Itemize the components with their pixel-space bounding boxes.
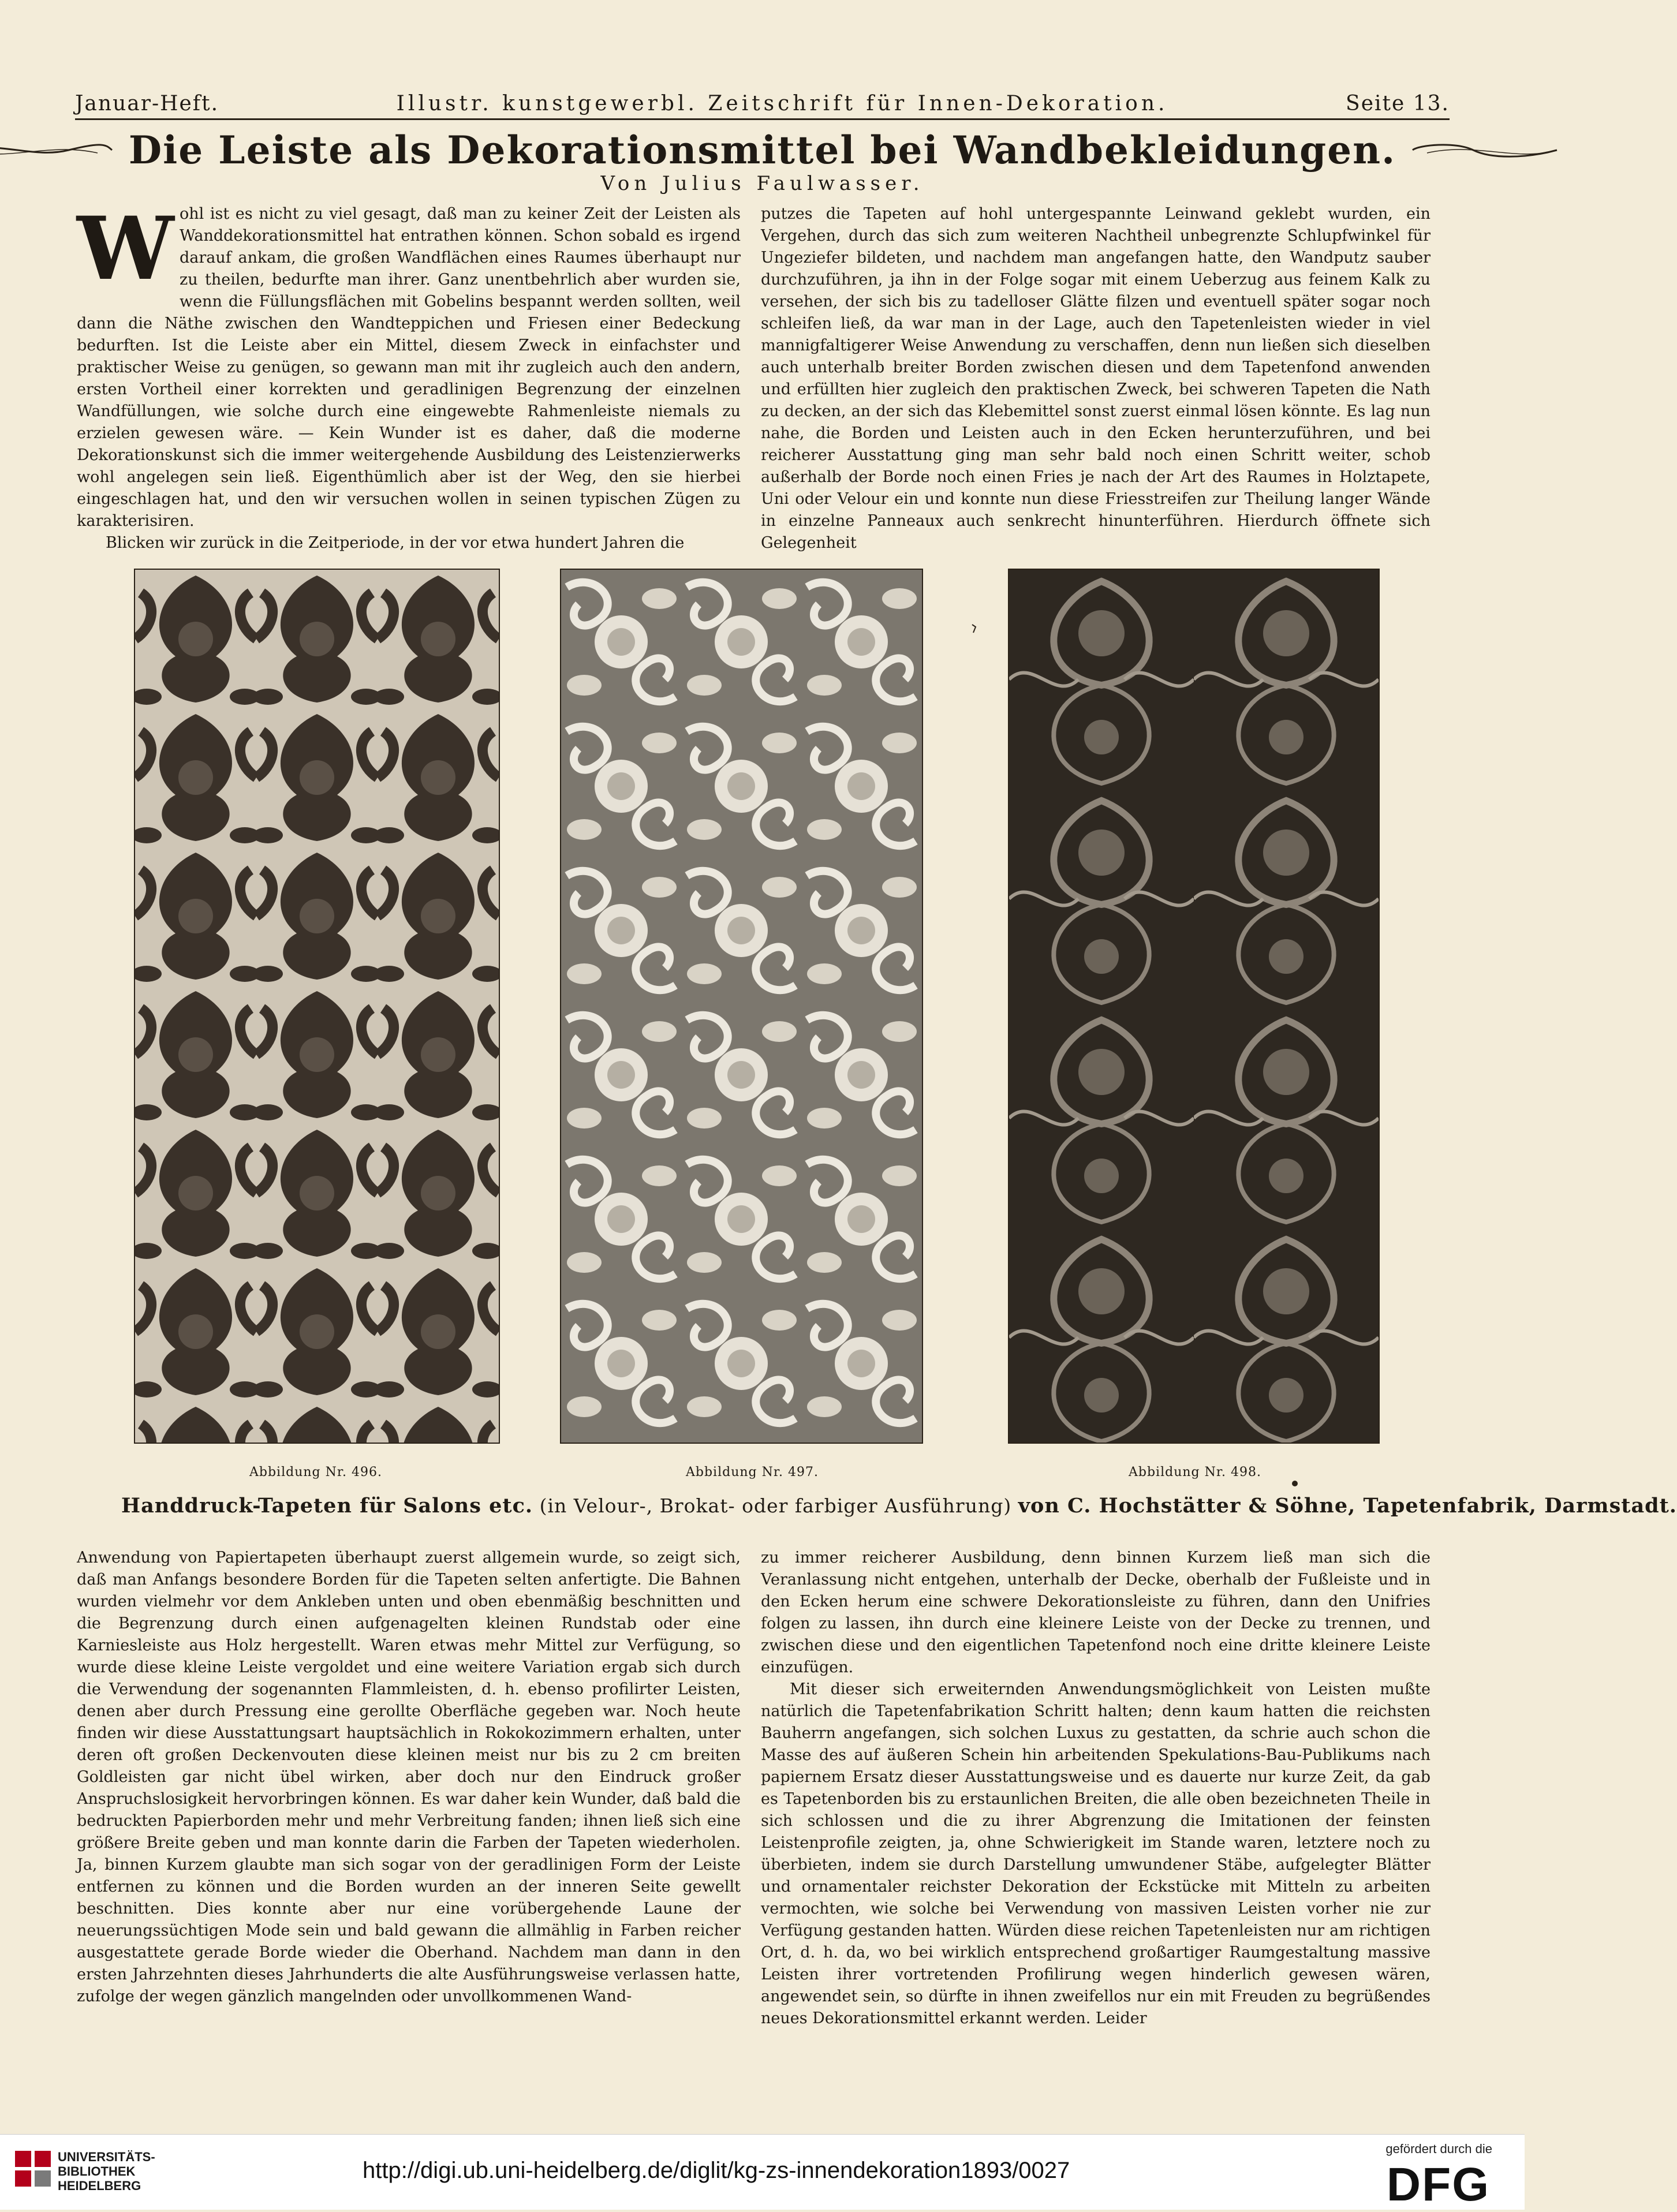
drop-cap: W: [77, 198, 174, 300]
figure-label-497: Abbildung Nr. 497.: [686, 1465, 819, 1479]
text-column-top-right: [761, 203, 1431, 550]
paragraph: zu immer reicherer Ausbildung, denn binnen Kurzem ließ man sich die Veranlassung nicht entgehen, unterhalb der Decke, oberhalb der Fußleiste und in den Ecken herum eine schwere Dekorationsleiste zu führen, dann den Unifries folgen zu lassen, ihn durch eine kleinere Leiste von der Decke zu trennen, und zwischen diese und den eigentlichen Tapetenfond noch eine dritte kleinere Leiste einzufügen.: [761, 1549, 1431, 1676]
caption-manufacturer: von C. Hochstätter & Söhne, Tapetenfabrik, Darmstadt.: [1018, 1494, 1677, 1518]
library-name-line: HEIDELBERG: [58, 2179, 141, 2193]
left-flourish-ornament: [0, 140, 115, 160]
caption-execution: (in Velour-, Brokat- oder farbiger Ausführung): [539, 1494, 1012, 1517]
rococo-pattern-image: [561, 570, 922, 1443]
dfg-logo: DFG: [1386, 2158, 1490, 2211]
paragraph: putzes die Tapeten auf hohl untergespannte Leinwand geklebt wurden, ein Vergehen, durch das sich zum weiteren Nachtheil unbegrenzte Schlupfwinkel für Ungeziefer bildeten, und nachdem man angefangen hatte, den Wandputz sauber durchzuführen, ja ihn in der Folge sogar mit einem Ueberzug aus feinem Kalk zu versehen, der sich bis zu tadelloser Glätte filzen und eventuell später sogar noch schleifen ließ, da war man in der Lage, auch den Tapetenleisten wieder in viel mannigfaltigerer Weise Anwendung zu verschaffen, denn nun ließen sich dieselben auch unterhalb breiter Borden zwischen diesen und dem Tapetenfond anwenden und erfüllten hier zugleich den praktischen Zweck, bei schweren Tapeten die Nath zu decken, an der sich das Klebemittel sonst zuerst einmal lösen könnte. Es lag nun nahe, die Borden und Leisten auch in den Ecken herunterzuführen, und bei reicherer Ausstattung ging man sehr bald noch einen Schritt weiter, schob außerhalb der Borde noch einen Fries je nach der Art des Raumes in Holztapete, Uni oder Velour ein und konnte nun diese Friesstreifen zur Theilung langer Wände in einzelne Panneaux auch senkrecht hinunterführen. Hierdurch öffnete sich Gelegenheit: [761, 205, 1431, 552]
text-column-bottom-right: [761, 1547, 1431, 2124]
header-page-number: Seite 13.: [1346, 92, 1450, 115]
permalink-url[interactable]: http://digi.ub.uni-heidelberg.de/diglit/kg-zs-innendekoration1893/0027: [363, 2158, 1070, 2183]
brocade-pattern-image: [1009, 570, 1379, 1443]
printer-dot: [1292, 1481, 1298, 1486]
text-column-top-left: [77, 198, 741, 552]
damask-pattern-image: [135, 570, 499, 1443]
digitization-footer: [0, 2134, 1525, 2210]
paragraph: Anwendung von Papiertapeten überhaupt zuerst allgemein wurde, so zeigt sich, daß man Anfangs besondere Borden für die Tapeten selten anfertigte. Die Bahnen wurden vielmehr vor dem Ankleben unten und oben ebenmäßig beschnitten und die Begrenzung durch einen aufgenagelten kleinen Rundstab oder eine Karniesleiste aus Holz hergestellt. Waren etwas mehr Mittel zur Verfügung, so wurde diese kleine Leiste vergoldet und eine weitere Variation ergab sich durch die Verwendung der sogenannten Flammleisten, d. h. ebenso profilirter Leisten, denen aber durch Pressung eine gerollte Oberfläche gegeben war. Noch heute finden wir diese Ausstattungsart hauptsächlich in Rokokozimmern erhalten, unter deren oft großen Deckenvouten diese kleinen meist nur bis zu 2 cm breiten Goldleisten gar nicht übel wirken, aber doch nur den Eindruck großer Anspruchslosigkeit hervorbringen können. Es war daher kein Wunder, daß bald die bedruckten Papierborden mehr und mehr Verbreitung fanden; ihnen ließ sich eine größere Breite geben und man konnte darin die Farben der Tapeten wiederholen. Ja, binnen Kurzem glaubte man sich sogar von der geradlinigen Form der Leiste entfernen zu können und die Borden wurden an der inneren Seite gewellt beschnitten. Dies konnte aber nur eine vorübergehende Laune der neuerungssüchtigen Mode sein und bald gewann die allmählig in Farben reicher ausgestattete gerade Borde wieder die Oberhand. Nachdem man dann in den ersten Jahrzehnten dieses Jahrhunderts die alte Ausführungsweise verlassen hatte, zufolge der wegen gänzlich mangelnden oder unvollkommenen Wand-: [77, 1549, 741, 2005]
figure-label-498: Abbildung Nr. 498.: [1129, 1465, 1261, 1479]
caption-product: Handdruck-Tapeten für Salons etc.: [121, 1494, 533, 1518]
header-issue: Januar-Heft.: [75, 92, 219, 115]
running-header: [75, 75, 1450, 115]
figure-caption: [121, 1494, 1677, 1518]
paragraph: ohl ist es nicht zu viel gesagt, daß man zu keiner Zeit der Leisten als Wanddekorationsmittel hat entrathen können. Schon sobald es irgend darauf ankam, die großen Wandflächen eines Raumes überhaupt nur zu theilen, bedurfte man ihrer. Ganz unentbehrlich aber wurden sie, wenn die Füllungsflächen mit Gobelins bespannt werden sollten, weil dann die Näthe zwischen den Wandteppichen und Friesen einer Bedeckung bedurften. Ist die Leiste aber ein Mittel, diesem Zweck in einfachster und praktischer Weise zu genügen, so gewann man mit ihr zugleich auch den andern, ersten Vortheil einer korrekten und geradlinigen Begrenzung der einzelnen Wandfüllungen, wie solche durch eine eingewebte Rahmenleiste niemals zu erzielen gewesen wäre. — Kein Wunder ist es daher, daß die moderne Dekorationskunst sich die immer weitergehende Ausbildung des Leistenzierwerks wohl angelegen sein ließ. Eigenthümlich aber ist der Weg, den sie hierbei eingeschlagen hat, und den wir versuchen wollen in seinen typischen Zügen zu karakterisiren.: [77, 205, 741, 530]
printer-mark: [971, 623, 977, 634]
right-flourish-ornament: [1410, 140, 1560, 160]
text-column-bottom-left: [77, 1547, 741, 2124]
header-rule: [75, 118, 1450, 120]
paragraph: Blicken wir zurück in die Zeitperiode, in der vor etwa hundert Jahren die: [106, 534, 685, 552]
wallpaper-plate-497: [560, 569, 923, 1444]
wallpaper-plate-498: [1008, 569, 1380, 1444]
paragraph: Mit dieser sich erweiternden Anwendungsmöglichkeit von Leisten mußte natürlich die Tapetenfabrikation Schritt halten; denn kaum hatten die reichsten Bauherrn angefangen, sich solchen Luxus zu gestatten, da schrie auch schon die Masse des auf äußeren Schein hin arbeitenden Spekulations-Bau-Publikums nach papiernem Ersatz dieser Ausstattungsweise und es dauerte nur kurze Zeit, da gab es Tapetenborden bis zu erstaunlichen Breiten, die alle oben bezeichneten Theile in sich schlossen und die zu ihrer Abgrenzung die Imitationen der feinsten Leistenprofile zeigten, ja, ohne Schwierigkeit im Stande waren, letztere noch zu überbieten, indem sie durch Darstellung umwundener Stäbe, aufgelegter Blätter und ornamentaler reichster Dekoration der Eckstücke mit Mitteln zu arbeiten vermochten, wie solche bei Verwendung von massiven Leisten vorher nie zur Verfügung gestanden hatten. Würden diese reichen Tapetenleisten nur am richtigen Ort, d. h. da, wo bei wirklich entsprechend großartiger Raumgestaltung massive Leisten ihrer vortretenden Profilirung wegen hinderlich gewesen wären, angewendet sein, so dürfte in ihnen zweifellos nur ein mit Freuden zu begrüßendes neues Dekorationsmittel erkannt werden. Leider: [761, 1680, 1431, 2027]
article-byline: Von Julius Faulwasser.: [600, 172, 924, 195]
header-journal-title: Illustr. kunstgewerbl. Zeitschrift für Innen-Dekoration.: [396, 92, 1168, 115]
library-name-line: UNIVERSITÄTS-: [58, 2150, 155, 2164]
library-name-line: BIBLIOTHEK: [58, 2164, 136, 2179]
library-name: [58, 2150, 155, 2193]
figure-label-496: Abbildung Nr. 496.: [249, 1465, 382, 1479]
university-library-logo-icon: [15, 2151, 51, 2187]
article-title-row: [87, 124, 1438, 176]
wallpaper-plate-496: [134, 569, 500, 1444]
article-title: Die Leiste als Dekorationsmittel bei Wandbekleidungen.: [128, 128, 1396, 173]
funding-note: gefördert durch die: [1385, 2142, 1492, 2156]
